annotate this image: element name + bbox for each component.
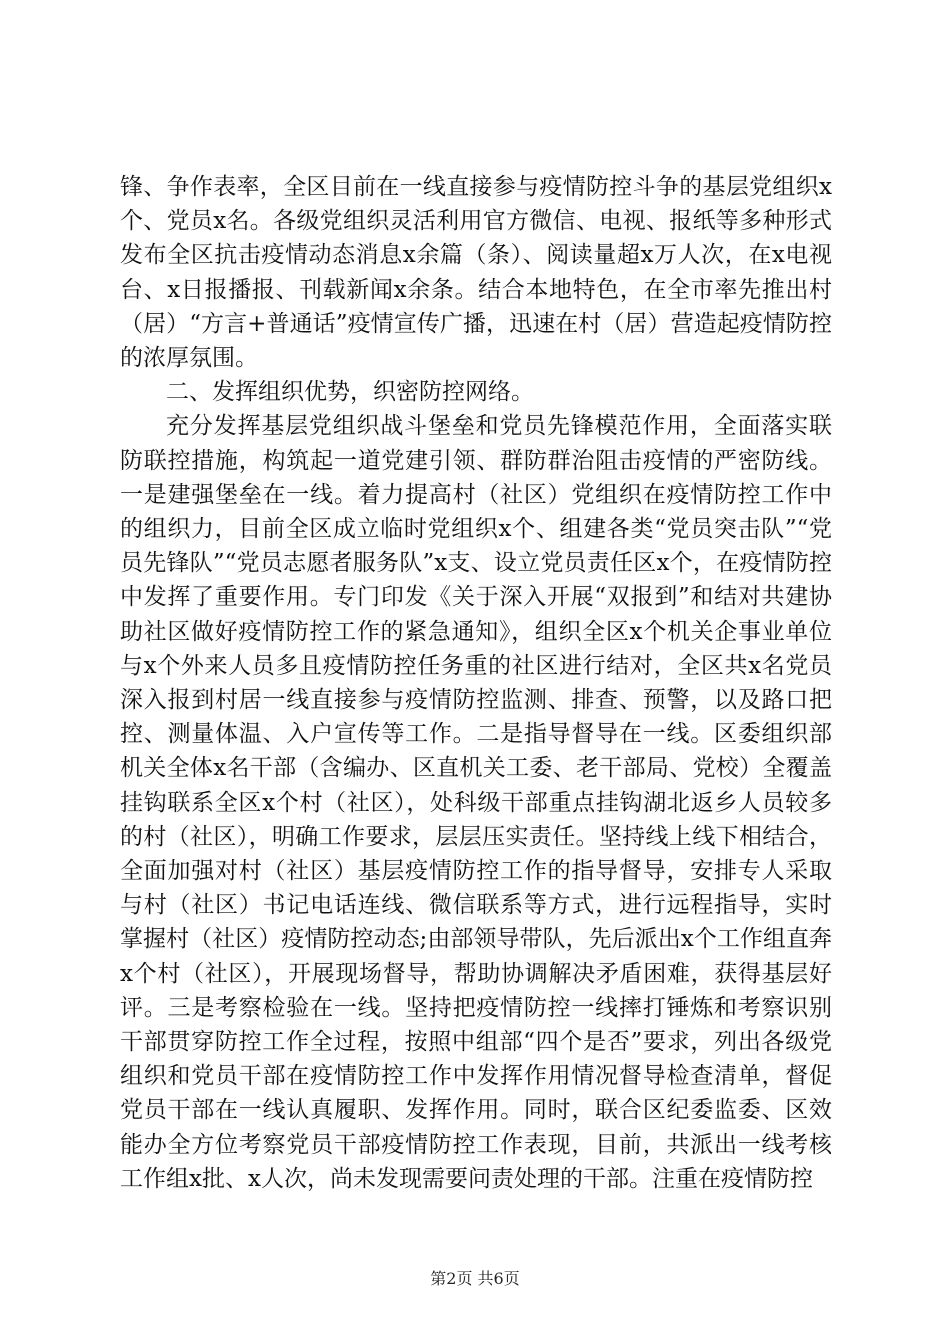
paragraph-body: 充分发挥基层党组织战斗堡垒和党员先锋模范作用，全面落实联防联控措施，构筑起一道党建引领、群防群治阻击疫情的严密防线。一是建强堡垒在一线。着力提高村（社区）党组织在疫情防控工作中的组织力，目前全区成立临时党组织x个、组建各类“党员突击队”“党员先锋队”“党员志愿者服务队”x支、设立党员责任区x个，在疫情防控中发挥了重要作用。专门印发《关于深入开展“双报到”和结对共建协助社区做好疫情防控工作的紧急通知》，组织全区x个机关企事业单位与x个外来人员多且疫情防控任务重的社区进行结对，全区共x名党员深入报到村居一线直接参与疫情防控监测、排查、预警，以及路口把控、测量体温、入户宣传等工作。二是指导督导在一线。区委组织部机关全体x名干部（含编办、区直机关工委、老干部局、党校）全覆盖挂钩联系全区x个村（社区），处科级干部重点挂钩湖北返乡人员较多的村（社区），明确工作要求，层层压实责任。坚持线上线下相结合，全面加强对村（社区）基层疫情防控工作的指导督导，安排专人采取与村（社区）书记电话连线、微信联系等方式，进行远程指导，实时掌握村（社区）疫情防控动态;由部领导带队，先后派出x个工作组直奔x个村（社区），开展现场督导，帮助协调解决矛盾困难，获得基层好评。三是考察检验在一线。坚持把疫情防控一线摔打锤炼和考察识别干部贯穿防控工作全过程，按照中组部“四个是否”要求，列出各级党组织和党员干部在疫情防控工作中发挥作用情况督导检查清单，督促党员干部在一线认真履职、发挥作用。同时，联合区纪委监委、区效能办全方位考察党员干部疫情防控工作表现，目前，共派出一线考核工作组x批、x人次，尚未发现需要问责处理的干部。注重在疫情防控 bbox=[120, 413, 832, 1192]
section-heading: 二、发挥组织优势，织密防控网络。 bbox=[166, 379, 534, 406]
page-footer: 第2页 共6页 bbox=[430, 1269, 520, 1288]
paragraph-continuation: 锋、争作表率，全区目前在一线直接参与疫情防控斗争的基层党组织x个、党员x名。各级党组织灵活利用官方微信、电视、报纸等多种形式发布全区抗击疫情动态消息x余篇（条）、阅读量超x万人次，在x电视台、x日报播报、刊载新闻x余条。结合本地特色，在全市率先推出村（居）“方言+普通话”疫情宣传广播，迅速在村（居）营造起疫情防控的浓厚氛围。 bbox=[120, 174, 832, 372]
document-body bbox=[120, 170, 832, 1196]
